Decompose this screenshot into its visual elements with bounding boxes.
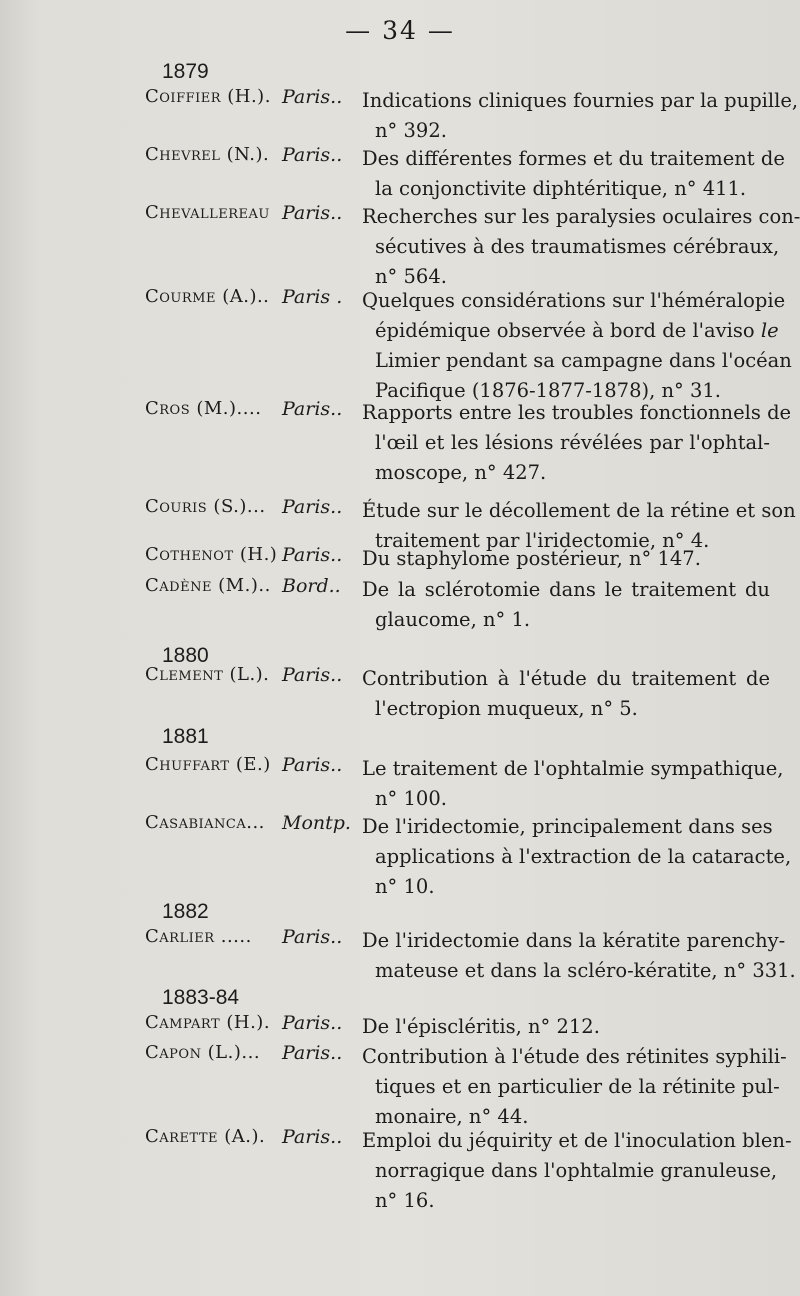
entry-city: Paris.. — [282, 1126, 343, 1148]
entry-line: tiques et en particulier de la rétinite pul- — [375, 1075, 780, 1098]
entry-author: Campart (H.). — [145, 1012, 271, 1033]
entry-line: monaire, n° 44. — [375, 1105, 529, 1128]
entry-line: Limier pendant sa campagne dans l'océan — [375, 349, 792, 372]
entry-line: Contribution à l'étude du traitement de — [362, 667, 770, 690]
entry-line: moscope, n° 427. — [375, 461, 547, 484]
entry-line: l'œil et les lésions révélées par l'ophtal- — [375, 431, 770, 454]
entry-title — [362, 575, 770, 635]
entry-author: Couris (S.)... — [145, 496, 266, 517]
entry-line: Étude sur le décollement de la rétine et son — [362, 499, 796, 522]
entry-title — [362, 544, 770, 574]
entry-line: n° 392. — [375, 119, 447, 142]
entry-city: Paris.. — [282, 754, 343, 776]
entry-line: la conjonctivite diphtéritique, n° 411. — [375, 177, 747, 200]
entry-title — [362, 286, 792, 406]
entry-title — [362, 202, 800, 292]
entry-author: Chevallereau — [145, 202, 270, 223]
entry-city: Paris.. — [282, 202, 343, 224]
entry-line: Quelques considérations sur l'héméralopie — [362, 289, 786, 312]
entry-title — [362, 1012, 770, 1042]
entry-author: Clement (L.). — [145, 664, 270, 685]
entry-line: n° 10. — [375, 875, 435, 898]
entry-author: Cothenot (H.) — [145, 544, 278, 565]
entry-title — [362, 144, 785, 204]
entry-author: Cros (M.).... — [145, 398, 262, 419]
entry-author: Capon (L.)... — [145, 1042, 261, 1063]
entry-line — [365, 316, 779, 346]
entry-title — [362, 86, 799, 146]
entry-city: Paris.. — [282, 496, 343, 518]
entry-line: n° 16. — [375, 1189, 435, 1212]
entry-line: norragique dans l'ophtalmie granuleuse, — [375, 1159, 778, 1182]
entry-author: Casabianca... — [145, 812, 265, 833]
entry-line: glaucome, n° 1. — [375, 608, 531, 631]
entry-author: Courme (A.).. — [145, 286, 270, 307]
year-heading: 1883-84 — [162, 986, 240, 1009]
entry-line: Contribution à l'étude des rétinites syphili- — [362, 1045, 787, 1068]
entry-line: De l'iridectomie, principalement dans ses — [362, 815, 773, 838]
entry-line: De l'iridectomie dans la kératite parenchy- — [362, 929, 786, 952]
entry-author: Carette (A.). — [145, 1126, 266, 1147]
entry-line: applications à l'extraction de la cataracte, — [375, 845, 792, 868]
entry-title — [362, 812, 792, 902]
entry-line: Emploi du jéquirity et de l'inoculation blen- — [362, 1129, 792, 1152]
entry-line: Des différentes formes et du traitement de — [362, 147, 785, 170]
entry-line: sécutives à des traumatismes cérébraux, — [375, 235, 780, 258]
entry-city: Montp. — [282, 812, 351, 834]
entry-line: Indications cliniques fournies par la pupille, — [362, 89, 799, 112]
entry-city: Paris . — [282, 286, 343, 308]
entry-line: Recherches sur les paralysies oculaires con- — [362, 205, 800, 228]
entry-city: Paris.. — [282, 144, 343, 166]
entry-city: Paris.. — [282, 1012, 343, 1034]
entry-city: Paris.. — [282, 664, 343, 686]
year-heading: 1879 — [162, 60, 209, 83]
entry-line-text: épidémique observée à bord de l'aviso — [375, 319, 755, 342]
entry-line: mateuse et dans la scléro-kératite, n° 331. — [375, 959, 796, 982]
entry-author: Chevrel (N.). — [145, 144, 270, 165]
entry-city: Paris.. — [282, 926, 343, 948]
entry-author: Chuffart (E.) — [145, 754, 271, 775]
entry-city: Paris.. — [282, 398, 343, 420]
entry-line: De l'épiscléritis, n° 212. — [362, 1015, 600, 1038]
entry-line: Du staphylome postérieur, n° 147. — [362, 547, 701, 570]
year-heading: 1881 — [162, 725, 209, 748]
entry-city: Bord.. — [282, 575, 341, 597]
entry-title — [362, 398, 792, 488]
entry-line: traitement par l'iridectomie, n° 4. — [375, 529, 710, 552]
entry-title — [362, 1042, 787, 1132]
year-heading: 1882 — [162, 900, 209, 923]
entry-title — [362, 664, 770, 724]
entry-city: Paris.. — [282, 1042, 343, 1064]
entry-line: n° 564. — [375, 265, 447, 288]
entry-title — [362, 926, 796, 986]
entry-title — [362, 1126, 792, 1216]
page-number: — 34 — — [345, 16, 455, 45]
entry-author: Cadène (M.).. — [145, 575, 271, 596]
year-heading: 1880 — [162, 644, 209, 667]
entry-author: Carlier ..... — [145, 926, 252, 947]
entry-line: n° 100. — [375, 787, 447, 810]
entry-line: Le traitement de l'ophtalmie sympathique, — [362, 757, 784, 780]
entry-city: Paris.. — [282, 544, 343, 566]
entry-author: Coiffier (H.). — [145, 86, 271, 107]
entry-line: De la sclérotomie dans le traitement du — [362, 578, 770, 601]
entry-line: Rapports entre les troubles fonctionnels de — [362, 401, 792, 424]
entry-line: l'ectropion muqueux, n° 5. — [375, 697, 638, 720]
entry-line: Pacifique (1876-1877-1878), n° 31. — [375, 379, 722, 402]
entry-city: Paris.. — [282, 86, 343, 108]
entry-title — [362, 754, 784, 814]
italic-word: le — [760, 319, 779, 342]
